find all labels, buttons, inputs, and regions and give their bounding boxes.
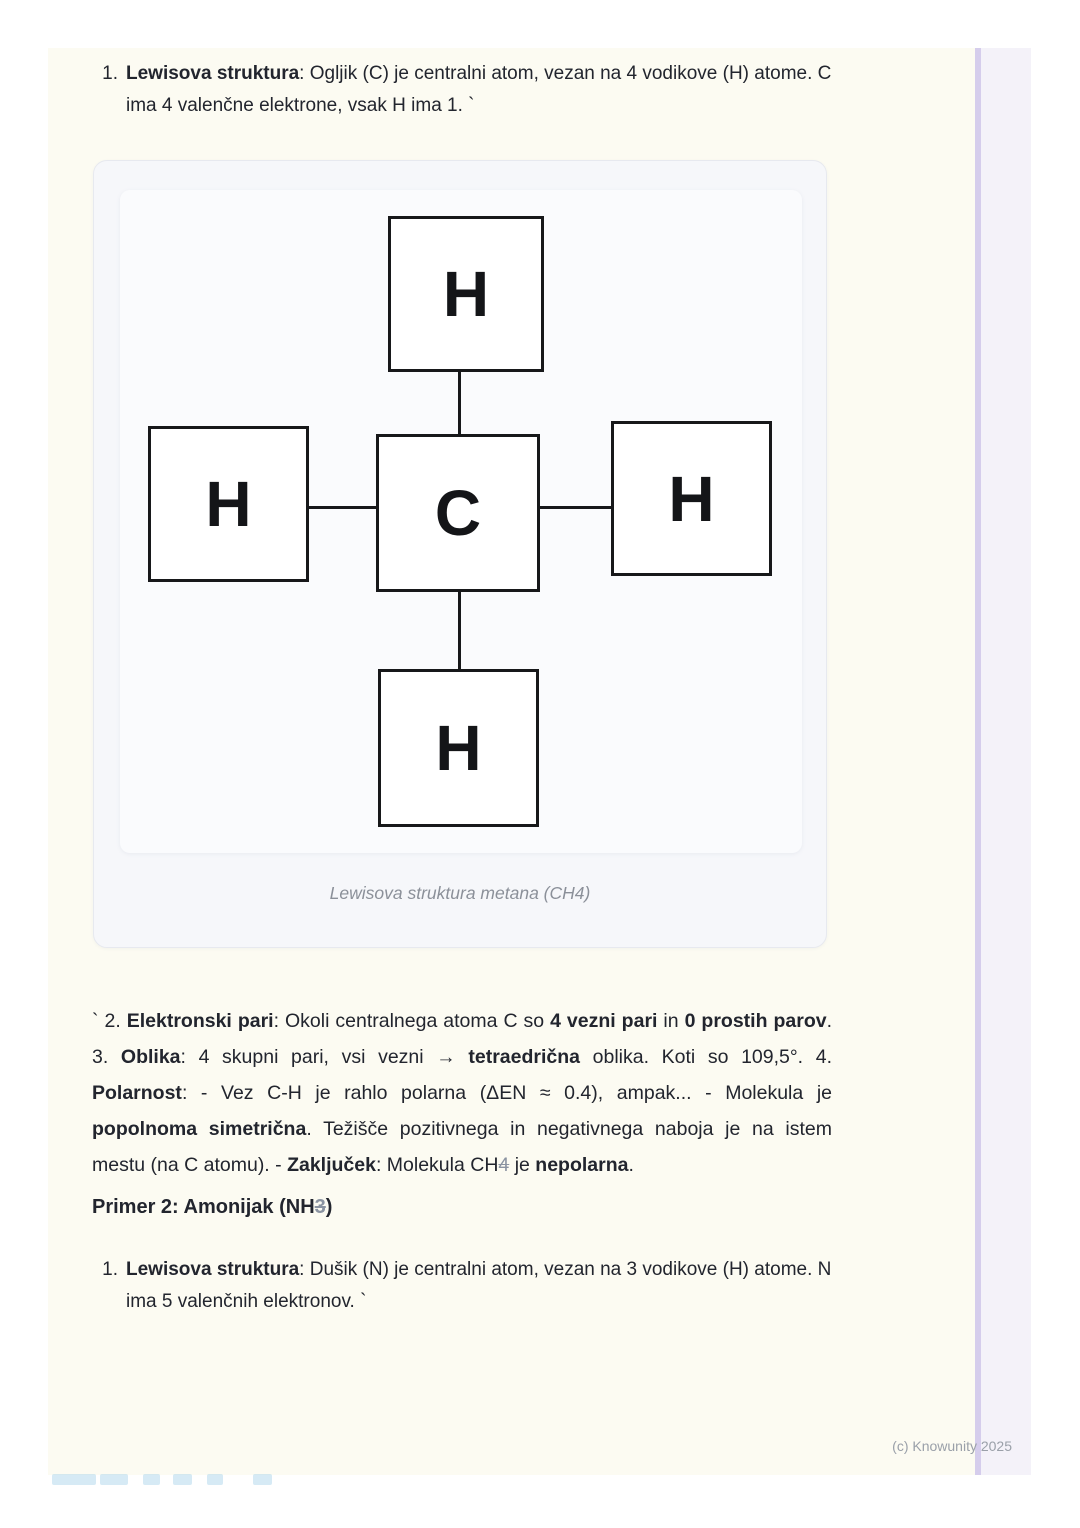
list-item-text: Lewisova struktura: Ogljik (C) je centralni atom, vezan na 4 vodikove (H) atome. C ima 4 valenčne elektrone, vsak H ima 1. ` <box>126 63 832 116</box>
example2-heading: Primer 2: Amonijak (NH3) <box>92 1196 333 1218</box>
bond-center-right <box>540 506 611 509</box>
list-number: 1. <box>102 1259 118 1280</box>
atom-symbol: H <box>442 258 490 330</box>
page-edge-artifact <box>207 1474 223 1485</box>
figure-card <box>93 160 827 948</box>
page-edge-artifact <box>253 1474 272 1485</box>
atom-symbol: H <box>435 712 482 784</box>
bond-center-left <box>309 506 376 509</box>
atom-symbol: H <box>205 468 252 540</box>
atom-box-hydrogen-top <box>388 216 544 372</box>
analysis-paragraph: ` 2. Elektronski pari: Okoli centralnega atoma C so 4 vezni pari in 0 prostih parov. 3. Oblika: 4 skupni pari, vsi vezni → tetraedrična oblika. Koti so 109,5°. 4. Polarnost: - Vez C-H je rahlo polarna (ΔEN ≈ 0.4), ampak... - Molekula je popolnoma simetrična. Težišče pozitivnega in negativnega naboja je na istem mestu (na C atomu). - Zaključek: Molekula CH4 je nepolarna. <box>92 1010 832 1176</box>
atom-box-hydrogen-right <box>611 421 772 576</box>
page-accent-panel <box>981 48 1031 1475</box>
list-item-methane-lewis <box>100 58 842 122</box>
bond-center-top <box>458 372 461 434</box>
figure-caption: Lewisova struktura metana (CH4) <box>329 883 591 903</box>
list-number: 1. <box>102 63 118 84</box>
page-edge-artifact <box>173 1474 192 1485</box>
bond-center-bottom <box>458 592 461 669</box>
page-edge-artifact <box>143 1474 160 1485</box>
page-edge-artifact <box>52 1474 96 1485</box>
list-item-text: Lewisova struktura: Dušik (N) je centralni atom, vezan na 3 vodikove (H) atome. N ima 5 valenčnih elektronov. ` <box>126 1259 832 1312</box>
atom-symbol: H <box>668 462 715 535</box>
page-edge-artifact <box>100 1474 128 1485</box>
list-item-ammonia-lewis <box>100 1254 842 1318</box>
atom-box-hydrogen-bottom <box>378 669 539 827</box>
atom-symbol: C <box>434 477 482 549</box>
content-sheet <box>48 48 976 1475</box>
copyright-notice: (c) Knowunity 2025 <box>892 1438 1012 1454</box>
atom-box-hydrogen-left <box>148 426 309 582</box>
atom-box-carbon-center <box>376 434 540 592</box>
lewis-structure-diagram <box>120 190 802 853</box>
